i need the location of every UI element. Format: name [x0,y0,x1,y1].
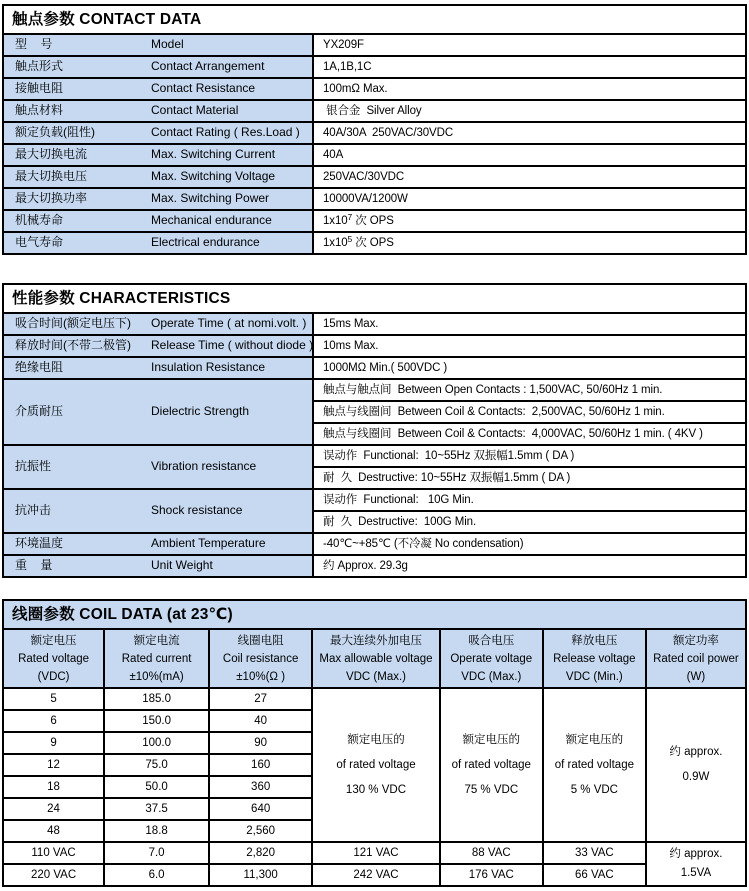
value-base: 1x10 [323,214,348,227]
merged-cell-operate-voltage [441,689,542,841]
header-cn: 吸合电压 [468,634,515,647]
label-cn: 释放时间(不带二极管) [15,338,131,353]
label-cn: 最大切换电流 [15,147,88,162]
label-cell [4,167,312,187]
label-cell [4,189,312,209]
label-cell [4,123,312,143]
label-cn: 机械寿命 [15,213,64,228]
data-cell: 2,820 [210,843,311,863]
merged-line: of rated voltage [451,758,531,771]
header-unit: (W) [686,670,706,683]
label-en: Max. Switching Power [151,191,270,206]
data-cell: 2,560 [210,821,311,841]
value-cell: 1x10 $^5$ 次 OPS [314,233,745,253]
contact-table-title: 触点参数 CONTACT DATA [4,6,745,33]
label-en: Vibration resistance [151,459,257,474]
label-cell [4,211,312,231]
label-cn: 触点材料 [15,103,64,118]
label-cn: 额定负载(阻性) [15,125,95,140]
header-cn: 线圈电阻 [237,634,284,647]
header-cn: 额定功率 [672,634,719,647]
label-cn: 重 量 [15,558,53,573]
label-cell [4,446,312,488]
label-cell [4,101,312,121]
value-cell: 40A/30A 250VAC/30VDC [314,123,745,143]
contact-data-table [2,4,747,255]
header-en: Max allowable voltage [319,652,433,665]
data-cell: 24 [4,799,103,819]
label-en: Shock resistance [151,503,243,518]
data-cell: 6.0 [105,865,208,885]
value-base: 1x10 [323,236,348,249]
data-cell: 185.0 [105,689,208,709]
data-cell: 110 VAC [4,843,103,863]
label-cn: 抗冲击 [15,503,52,518]
data-cell: 12 [4,755,103,775]
value-cell: 100mΩ Max. [314,79,745,99]
header-unit: VDC (Min.) [565,670,623,683]
merged-line: 130 % VDC [345,783,407,796]
label-cn: 接触电阻 [15,81,64,96]
merged-line: 75 % VDC [464,783,519,796]
merged-line: 额定电压的 [347,733,405,746]
data-cell: 88 VAC [441,843,542,863]
label-cell [4,336,312,356]
data-cell: 121 VAC [313,843,439,863]
label-cell [4,534,312,554]
coil-table-title: 线圈参数 COIL DATA (at 23℃) [4,601,745,628]
label-en: Contact Material [151,103,239,118]
value-rest: 次 OPS [352,214,394,227]
merged-line: 0.9W [682,771,710,783]
label-cell [4,145,312,165]
column-header-rated-current [105,630,208,687]
label-cell [4,358,312,378]
value-cell: -40℃~+85℃ (不冷凝 No condensation) [314,534,745,554]
data-cell: 9 [4,733,103,753]
data-cell: 75.0 [105,755,208,775]
data-cell: 150.0 [105,711,208,731]
header-en: Coil resistance [222,652,299,665]
label-en: Unit Weight [151,558,213,573]
characteristics-table-title: 性能参数 CHARACTERISTICS [4,285,745,312]
label-en: Contact Arrangement [151,59,265,74]
label-cn: 介质耐压 [15,404,64,419]
merged-line: 约 approx. [669,848,723,860]
label-cell [4,35,312,55]
data-cell: 37.5 [105,799,208,819]
header-cn: 额定电流 [133,634,180,647]
data-cell: 360 [210,777,311,797]
data-cell: 220 VAC [4,865,103,885]
header-cn: 最大连续外加电压 [329,634,422,647]
label-en: Release Time ( without diode ) [151,338,314,353]
data-cell: 18 [4,777,103,797]
header-unit: VDC (Max.) [461,670,522,683]
header-en: Rated voltage [18,652,90,665]
value-cell: 触点与线圈间 Between Coil & Contacts: 2,500VAC, 50/60Hz 1 min. [314,402,745,422]
merged-line: 额定电压的 [462,733,521,746]
data-cell: 640 [210,799,311,819]
value-cell: 15ms Max. [314,314,745,334]
header-en: Release voltage [553,652,636,665]
label-en: Max. Switching Voltage [151,169,276,184]
merged-cell-release-voltage [544,689,645,841]
value-cell: 银合金 Silver Alloy [314,101,745,121]
label-en: Insulation Resistance [151,360,266,375]
label-en: Mechanical endurance [151,213,272,228]
data-cell: 11,300 [210,865,311,885]
header-cn: 释放电压 [571,634,618,647]
value-cell: 耐 久 Destructive: 10~55Hz 双振幅1.5mm ( DA ) [314,468,745,488]
header-cn: 额定电压 [30,634,77,647]
data-cell: 50.0 [105,777,208,797]
label-cn: 电气寿命 [15,235,64,250]
header-unit: ±10%(Ω ) [236,670,286,683]
data-cell: 18.8 [105,821,208,841]
coil-data-table [2,599,747,887]
column-header-max-allowable-voltage [313,630,439,687]
value-cell: 耐 久 Destructive: 100G Min. [314,512,745,532]
merged-line: 额定电压的 [565,733,624,746]
value-cell: 触点与线圈间 Between Coil & Contacts: 4,000VAC, 50/60Hz 1 min. ( 4KV ) [314,424,745,444]
label-en: Model [151,37,184,52]
header-en: Operate voltage [450,652,533,665]
label-cell [4,233,312,253]
column-header-rated-voltage [4,630,103,687]
value-cell: 1A,1B,1C [314,57,745,77]
value-cell: 10ms Max. [314,336,745,356]
value-cell: 约 Approx. 29.3g [314,556,745,576]
value-rest: 次 OPS [352,236,394,249]
merged-line: 约 approx. [669,746,723,758]
header-en: Rated current [121,652,192,665]
column-header-release-voltage [544,630,645,687]
merged-cell-rated-power-dc [647,689,745,841]
merged-line: of rated voltage [336,758,416,771]
value-cell: 误动作 Functional: 10~55Hz 双振幅1.5mm ( DA ) [314,446,745,466]
data-cell: 40 [210,711,311,731]
label-cn: 触点形式 [15,59,64,74]
data-cell: 160 [210,755,311,775]
label-cn: 吸合时间(额定电压下) [15,316,131,331]
data-cell: 66 VAC [544,865,645,885]
label-en: Max. Switching Current [151,147,276,162]
data-cell: 6 [4,711,103,731]
label-cell [4,79,312,99]
data-cell: 48 [4,821,103,841]
header-en: Rated coil power [653,652,739,665]
value-cell: 250VAC/30VDC [314,167,745,187]
label-cn: 最大切换电压 [15,169,88,184]
characteristics-table [2,283,747,578]
label-cn: 绝缘电阻 [15,360,64,375]
label-cell [4,314,312,334]
value-cell: 10000VA/1200W [314,189,745,209]
label-cell [4,380,312,444]
label-cn: 最大切换功率 [15,191,88,206]
header-unit: ±10%(mA) [129,670,184,683]
value-cell: 误动作 Functional: 10G Min. [314,490,745,510]
label-en: Ambient Temperature [151,536,266,551]
label-cn: 抗振性 [15,459,52,474]
merged-line: 5 % VDC [570,783,618,796]
header-unit: (VDC) [37,670,70,683]
merged-line: 1.5VA [680,867,712,879]
merged-cell-rated-power-ac [647,843,745,885]
data-cell: 33 VAC [544,843,645,863]
merged-line: of rated voltage [554,758,634,771]
label-en: Electrical endurance [151,235,260,250]
data-cell: 100.0 [105,733,208,753]
data-cell: 7.0 [105,843,208,863]
merged-cell-max-allowable-voltage [313,689,439,841]
header-unit: VDC (Max.) [345,670,406,683]
value-cell: 1x10 $^7$ 次 OPS [314,211,745,231]
column-header-operate-voltage [441,630,542,687]
value-cell: YX209F [314,35,745,55]
data-cell: 242 VAC [313,865,439,885]
column-header-coil-resistance [210,630,311,687]
value-cell: 触点与触点间 Between Open Contacts : 1,500VAC, 50/60Hz 1 min. [314,380,745,400]
data-cell: 90 [210,733,311,753]
label-en: Contact Rating ( Res.Load ) [151,125,300,140]
label-cn: 型 号 [15,37,53,52]
label-cell [4,556,312,576]
label-cell [4,490,312,532]
label-cell [4,57,312,77]
column-header-rated-coil-power [647,630,745,687]
data-cell: 176 VAC [441,865,542,885]
label-en: Dielectric Strength [151,404,250,419]
value-cell: 40A [314,145,745,165]
label-cn: 环境温度 [15,536,64,551]
data-cell: 27 [210,689,311,709]
label-en: Operate Time ( at nomi.volt. ) [151,316,307,331]
label-en: Contact Resistance [151,81,256,96]
data-cell: 5 [4,689,103,709]
value-cell: 1000MΩ Min.( 500VDC ) [314,358,745,378]
